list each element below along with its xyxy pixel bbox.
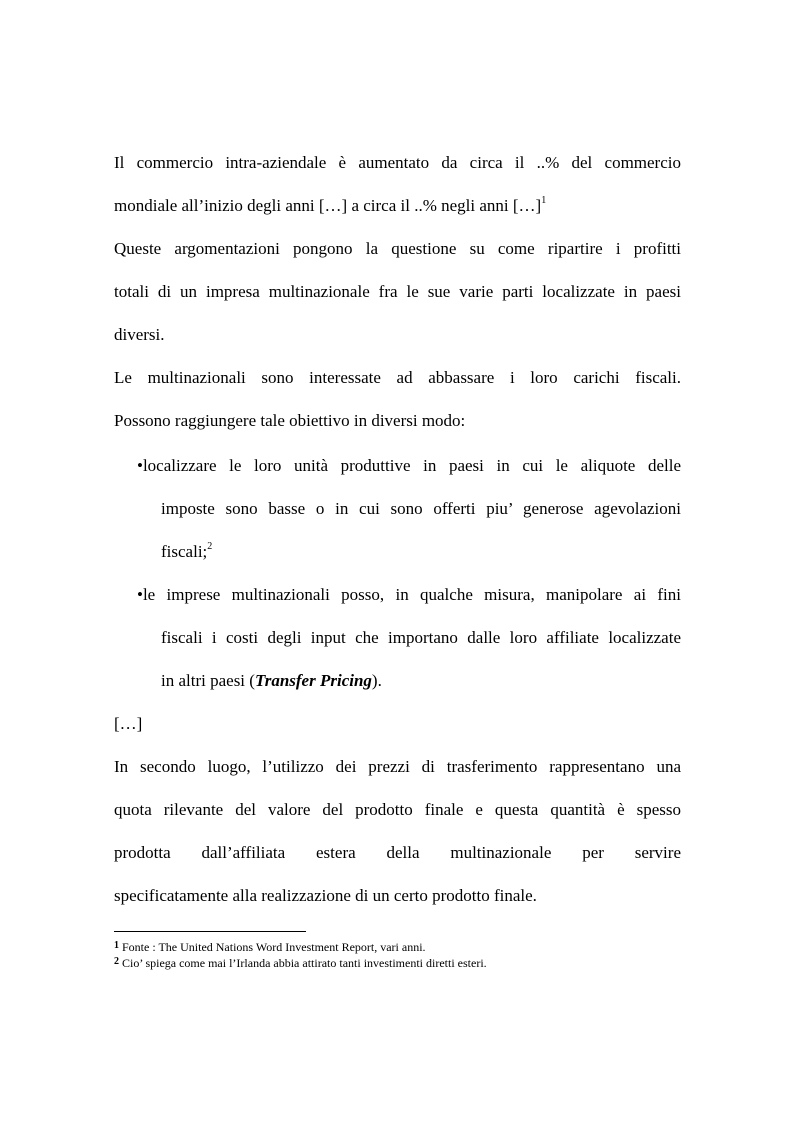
footnote-2 bbox=[114, 956, 487, 972]
bullet-item-1-line-3 bbox=[161, 542, 681, 562]
footnote-ref-2[interactable]: 2 bbox=[207, 541, 213, 552]
footnote-2-number: 2 bbox=[114, 956, 119, 967]
transfer-pricing-term: Transfer Pricing bbox=[254, 671, 372, 690]
bullet-marker: • bbox=[137, 585, 143, 604]
bullet-item-2-line-2: fiscali i costi degli input che importano dalle loro affiliate localizzate bbox=[161, 628, 681, 647]
paragraph-4-line-3: prodotta dall’affiliata estera della multinazionale per servire bbox=[114, 843, 681, 862]
bullet-item-2-line-3-before: in altri paesi ( bbox=[161, 671, 255, 690]
bullet-item-2-line-1 bbox=[137, 585, 681, 605]
ellipsis-marker: […] bbox=[114, 714, 143, 733]
paragraph-2-line-1: Queste argomentazioni pongono la questione su come ripartire i profitti bbox=[114, 239, 681, 258]
paragraph-1-line-2 bbox=[114, 196, 681, 216]
footnote-ref-1[interactable]: 1 bbox=[541, 195, 547, 206]
bullet-item-1-line-2: imposte sono basse o in cui sono offerti piu’ generose agevolazioni bbox=[161, 499, 681, 518]
footnote-divider bbox=[114, 931, 306, 932]
paragraph-4-line-4: specificatamente alla realizzazione di un certo prodotto finale. bbox=[114, 886, 537, 905]
bullet-item-1-line-3-text: fiscali; bbox=[161, 542, 208, 561]
paragraph-3-line-2: Possono raggiungere tale obiettivo in diversi modo: bbox=[114, 411, 466, 430]
bullet-marker: • bbox=[137, 456, 143, 475]
paragraph-4-line-2: quota rilevante del valore del prodotto finale e questa quantità è spesso bbox=[114, 800, 681, 819]
bullet-item-1-text: localizzare le loro unità produttive in paesi in cui le aliquote delle bbox=[142, 456, 681, 475]
paragraph-4-line-1: In secondo luogo, l’utilizzo dei prezzi di trasferimento rappresentano una bbox=[114, 757, 681, 776]
bullet-item-2-line-3 bbox=[161, 671, 681, 691]
bullet-item-2-line-3-after: ). bbox=[371, 671, 382, 690]
paragraph-2-line-2: totali di un impresa multinazionale fra le sue varie parti localizzate in paesi bbox=[114, 282, 681, 301]
footnote-1-number: 1 bbox=[114, 940, 119, 951]
bullet-item-1-line-1 bbox=[137, 456, 681, 476]
bullet-item-2-text: le imprese multinazionali posso, in qualche misura, manipolare ai fini bbox=[142, 585, 681, 604]
paragraph-2-line-3: diversi. bbox=[114, 325, 165, 344]
footnote-1-text: Fonte : The United Nations Word Investment Report, vari anni. bbox=[119, 940, 426, 954]
paragraph-3-line-1: Le multinazionali sono interessate ad abbassare i loro carichi fiscali. bbox=[114, 368, 681, 387]
footnote-2-text: Cio’ spiega come mai l’Irlanda abbia attirato tanti investimenti diretti esteri. bbox=[119, 956, 487, 970]
paragraph-1-line-2-text: mondiale all’inizio degli anni […] a circa il ..% negli anni […] bbox=[114, 196, 542, 215]
paragraph-1-line-1: Il commercio intra-aziendale è aumentato da circa il ..% del commercio bbox=[114, 153, 681, 172]
footnote-1 bbox=[114, 940, 426, 956]
